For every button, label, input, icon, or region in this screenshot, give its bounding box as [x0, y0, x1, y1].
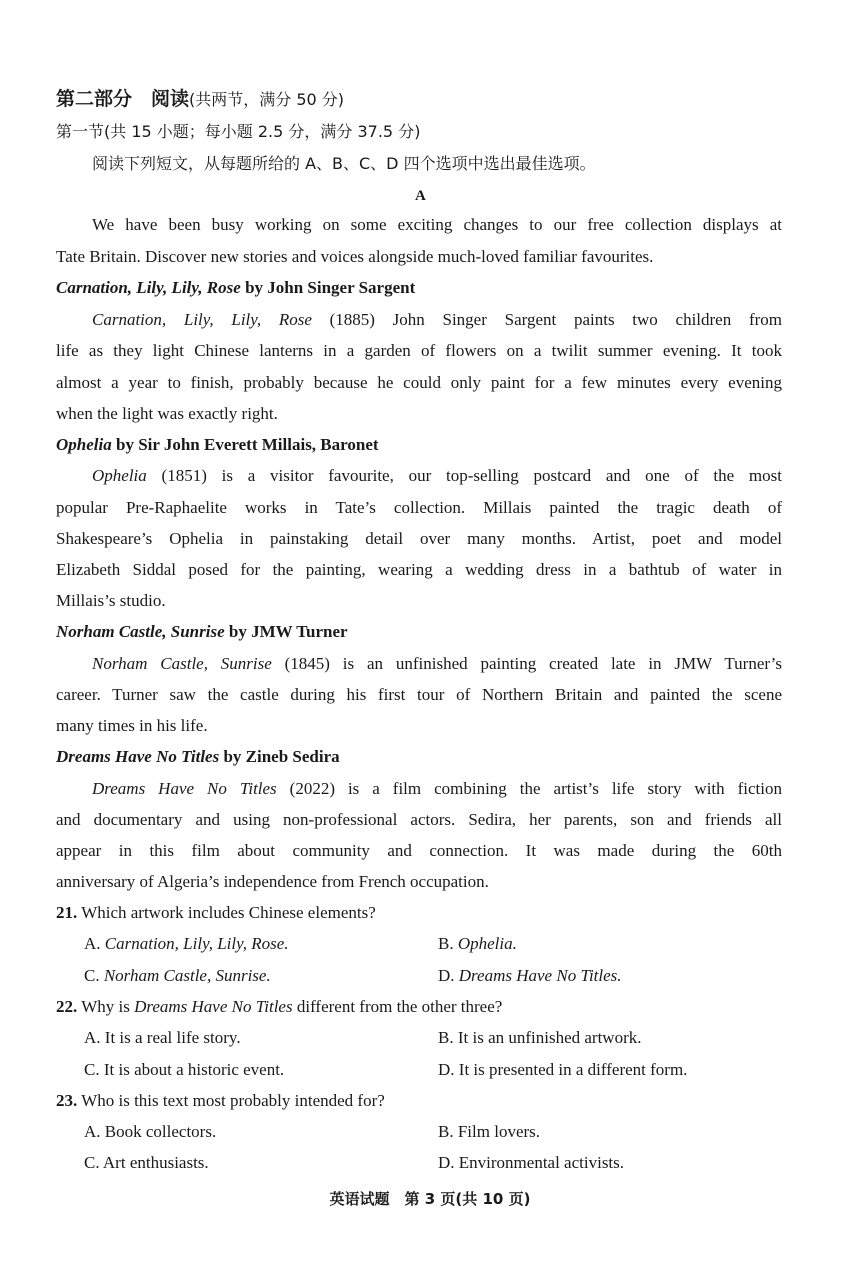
- passage-letter: A: [415, 188, 426, 204]
- intro-line: We have been busy working on some exciting changes to our free collection displays at: [92, 215, 782, 234]
- artwork-heading: [56, 434, 379, 456]
- artwork-title: Carnation, Lily, Lily, Rose: [56, 278, 241, 297]
- body-line: appear in this film about community and connection. It was made during the 60th: [56, 841, 782, 860]
- artwork-title: Dreams Have No Titles: [56, 747, 220, 766]
- body-line: Shakespeare’s Ophelia in painstaking detail over many months. Artist, poet and model: [56, 529, 782, 548]
- part-title: 第二部分 阅读: [56, 88, 190, 110]
- option-c[interactable]: C. It is about a historic event.: [84, 1060, 285, 1079]
- body-line: almost a year to finish, probably because he could only paint for a few minutes every evening: [56, 373, 782, 392]
- instruction: 阅读下列短文，从每题所给的 A、B、C、D 四个选项中选出最佳选项。: [92, 154, 596, 173]
- option-c[interactable]: C. Norham Castle, Sunrise.: [84, 966, 271, 985]
- body-line: career. Turner saw the castle during his first tour of Northern Britain and painted the scene: [56, 685, 782, 704]
- option-a[interactable]: A. Book collectors.: [84, 1122, 217, 1141]
- intro-line: Tate Britain. Discover new stories and voices alongside much-loved familiar favourites.: [56, 247, 654, 266]
- body-line: Elizabeth Siddal posed for the painting, wearing a wedding dress in a bathtub of water in: [56, 560, 782, 579]
- page-footer: 英语试题 第 3 页(共 10 页): [329, 1190, 531, 1208]
- body-line: life as they light Chinese lanterns in a garden of flowers on a twilit summer evening. It took: [56, 341, 782, 360]
- option-b[interactable]: B. Ophelia.: [438, 934, 517, 953]
- question-number: 21.: [56, 903, 78, 922]
- body-line: when the light was exactly right.: [56, 404, 278, 423]
- option-d[interactable]: D. Environmental activists.: [438, 1153, 625, 1172]
- artwork-artist: by Sir John Everett Millais, Baronet: [111, 435, 379, 454]
- artwork-artist: by JMW Turner: [224, 622, 348, 641]
- option-d[interactable]: D. Dreams Have No Titles.: [438, 966, 622, 985]
- option-b[interactable]: B. Film lovers.: [438, 1122, 541, 1141]
- artwork-artist: by Zineb Sedira: [219, 747, 340, 766]
- artwork-artist: by John Singer Sargent: [240, 278, 416, 297]
- body-line: Ophelia (1851) is a visitor favourite, our top-selling postcard and one of the most: [92, 466, 782, 485]
- section-title: 第一节(共 15 小题；每小题 2.5 分，满分 37.5 分): [56, 122, 421, 141]
- option-b[interactable]: B. It is an unfinished artwork.: [438, 1028, 642, 1047]
- option-a[interactable]: A. Carnation, Lily, Lily, Rose.: [84, 934, 289, 953]
- question-stem: Who is this text most probably intended for?: [77, 1091, 385, 1110]
- option-a[interactable]: A. It is a real life story.: [84, 1028, 241, 1047]
- artwork-title: Ophelia: [56, 435, 112, 454]
- question-number: 22.: [56, 997, 78, 1016]
- question-22: 22. Why is Dreams Have No Titles different from the other three?: [56, 997, 503, 1016]
- artwork-heading: [56, 746, 340, 768]
- artwork-heading: [56, 277, 415, 299]
- artwork-heading: [56, 621, 348, 643]
- body-line: Carnation, Lily, Lily, Rose (1885) John Singer Sargent paints two children from: [92, 310, 782, 329]
- question-21: [56, 902, 376, 924]
- body-line: Millais’s studio.: [56, 591, 166, 610]
- option-c[interactable]: C. Art enthusiasts.: [84, 1153, 209, 1172]
- body-line: many times in his life.: [56, 716, 208, 735]
- option-d[interactable]: D. It is presented in a different form.: [438, 1060, 688, 1079]
- body-line: Norham Castle, Sunrise (1845) is an unfinished painting created late in JMW Turner’s: [92, 654, 782, 673]
- body-line: popular Pre-Raphaelite works in Tate’s collection. Millais painted the tragic death of: [56, 498, 782, 517]
- body-line: anniversary of Algeria’s independence from French occupation.: [56, 872, 489, 891]
- part-heading: [56, 88, 344, 111]
- artwork-title: Norham Castle, Sunrise: [56, 622, 225, 641]
- question-number: 23.: [56, 1091, 78, 1110]
- body-line: and documentary and using non-professional actors. Sedira, her parents, son and friends all: [56, 810, 782, 829]
- question-23: [56, 1090, 385, 1112]
- body-line: Dreams Have No Titles (2022) is a film combining the artist’s life story with fiction: [92, 779, 782, 798]
- part-note: (共两节，满分 50 分): [189, 90, 345, 109]
- question-stem: Which artwork includes Chinese elements?: [77, 903, 376, 922]
